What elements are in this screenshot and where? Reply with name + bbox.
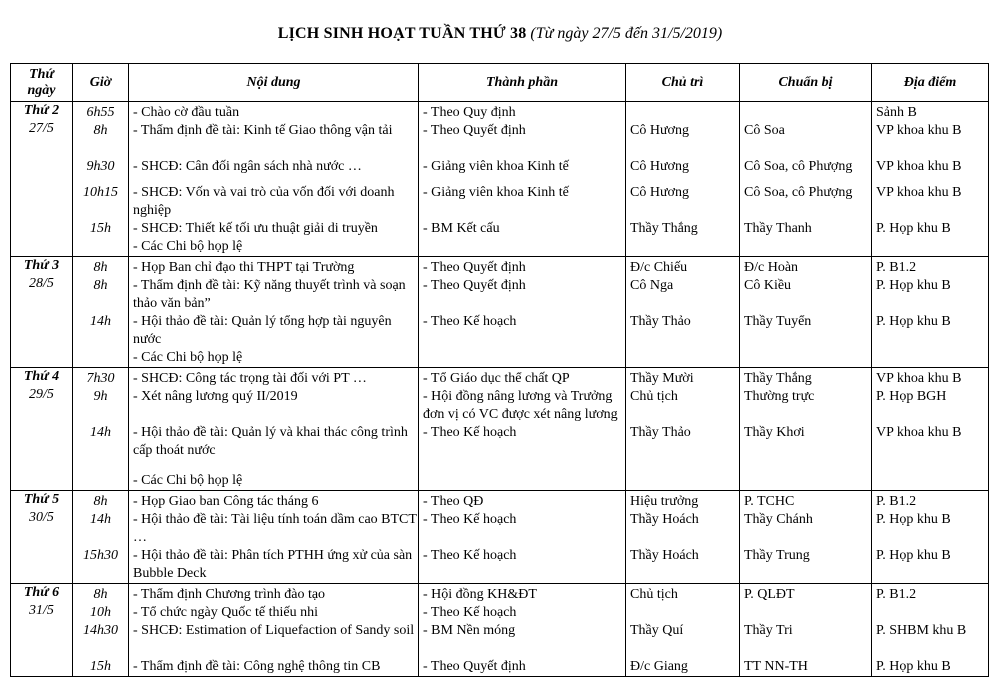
participants-entry: - Theo Kế hoạch <box>423 548 517 563</box>
header-day: Thứ ngày <box>11 64 73 102</box>
content-column-cell <box>129 368 419 491</box>
content-column-cell <box>129 257 419 368</box>
location-entry: VP khoa khu B <box>876 371 962 386</box>
content-entry: - Họp Giao ban Công tác tháng 6 <box>133 494 319 509</box>
chair-entry: Cô Hương <box>630 159 689 174</box>
prep-entry: P. QLĐT <box>744 587 795 602</box>
location-entry: VP khoa khu B <box>876 123 962 138</box>
chair-entry: Cô Hương <box>630 123 689 138</box>
participants-entry: - Hội đồng KH&ĐT <box>423 587 537 602</box>
chair-column-cell <box>626 368 740 491</box>
content-entry: - Hội thảo đề tài: Quản lý tổng hợp tài nguyên nước <box>133 314 392 347</box>
content-entry: - Xét nâng lương quý II/2019 <box>133 389 298 404</box>
day-cell <box>11 368 73 491</box>
prep-entry: Thầy Tri <box>744 623 793 638</box>
time-entry: 6h55 <box>86 105 115 120</box>
participants-entry: - Theo Quyết định <box>423 659 526 674</box>
location-entry: VP khoa khu B <box>876 185 962 200</box>
prep-entry: Thầy Thắng <box>744 371 812 386</box>
day-date: 28/5 <box>29 276 54 291</box>
participants-entry: - Theo Quyết định <box>423 123 526 138</box>
prep-entry <box>740 604 871 622</box>
header-content: Nội dung <box>129 64 419 102</box>
participants-entry: - BM Kết cấu <box>423 221 500 236</box>
location-entry: VP khoa khu B <box>876 159 962 174</box>
time-entry: 14h <box>90 314 111 329</box>
participants-entry: - BM Nền móng <box>423 623 516 638</box>
content-entry: - Chào cờ đầu tuần <box>133 105 240 120</box>
table-row <box>11 491 989 584</box>
day-cell <box>11 102 73 257</box>
time-entry: 8h <box>93 260 108 275</box>
content-column-cell <box>129 584 419 677</box>
location-entry: P. SHBM khu B <box>876 623 967 638</box>
location-entry: P. B1.2 <box>876 260 917 275</box>
prep-entry <box>740 349 871 367</box>
time-entry: 7h30 <box>86 371 115 386</box>
content-column-cell <box>129 491 419 584</box>
participants-entry <box>419 238 625 256</box>
schedule-title: LỊCH SINH HOẠT TUẦN THỨ 38 <box>277 25 527 42</box>
content-entry: - Thẩm định đề tài: Kinh tế Giao thông vận tải <box>133 123 393 138</box>
participants-entry: - Giảng viên khoa Kinh tế <box>423 159 569 174</box>
day-name: Thứ 3 <box>23 258 60 273</box>
participants-entry: - Theo Kế hoạch <box>423 512 517 527</box>
prep-column-cell <box>740 584 872 677</box>
participants-column-cell <box>419 102 626 257</box>
chair-entry <box>626 472 739 490</box>
day-date: 31/5 <box>29 603 54 618</box>
time-entry: 9h <box>93 389 108 404</box>
location-column-cell <box>872 584 989 677</box>
prep-column-cell <box>740 257 872 368</box>
participants-column-cell <box>419 368 626 491</box>
table-row <box>11 257 989 368</box>
header-location: Địa điểm <box>872 64 989 102</box>
prep-entry: Cô Soa, cô Phượng <box>744 159 853 174</box>
time-entry: 8h <box>93 123 108 138</box>
content-column-cell <box>129 102 419 257</box>
schedule-table <box>10 63 989 677</box>
participants-column-cell <box>419 257 626 368</box>
location-entry <box>872 472 988 490</box>
location-column-cell <box>872 102 989 257</box>
content-entry: - Thẩm định Chương trình đào tạo <box>133 587 326 602</box>
participants-entry: - Theo Quyết định <box>423 260 526 275</box>
time-entry: 9h30 <box>86 159 115 174</box>
participants-entry: - Theo Quy định <box>423 105 516 120</box>
location-entry <box>872 238 988 256</box>
time-entry: 15h <box>90 221 111 236</box>
chair-entry <box>626 238 739 256</box>
day-name: Thứ 6 <box>23 585 60 600</box>
chair-entry: Đ/c Chiếu <box>630 260 688 275</box>
location-entry: P. Họp khu B <box>876 221 951 236</box>
day-cell <box>11 257 73 368</box>
chair-entry: Thầy Thảo <box>630 314 691 329</box>
prep-entry: Thầy Trung <box>744 548 810 563</box>
header-participants: Thành phần <box>419 64 626 102</box>
time-entry: 10h15 <box>83 185 118 200</box>
content-entry: - Thẩm định đề tài: Công nghệ thông tin CB <box>133 659 381 674</box>
content-entry: - SHCĐ: Công tác trọng tài đối với PT … <box>133 371 367 386</box>
location-entry: P. Họp khu B <box>876 548 951 563</box>
chair-entry <box>626 604 739 622</box>
participants-entry <box>419 472 625 490</box>
chair-entry: Đ/c Giang <box>630 659 688 674</box>
location-entry: P. Họp BGH <box>876 389 947 404</box>
participants-entry: - Tổ Giáo dục thể chất QP <box>423 371 570 386</box>
participants-entry <box>419 349 625 367</box>
prep-entry: P. TCHC <box>744 494 795 509</box>
day-date: 29/5 <box>29 387 54 402</box>
time-entry: 15h <box>90 659 111 674</box>
time-column-cell <box>73 257 129 368</box>
prep-entry <box>740 238 871 256</box>
participants-entry: - Theo Kế hoạch <box>423 314 517 329</box>
time-column-cell <box>73 102 129 257</box>
location-entry: VP khoa khu B <box>876 425 962 440</box>
participants-entry: - Theo Quyết định <box>423 278 526 293</box>
prep-entry: TT NN-TH <box>744 659 808 674</box>
content-entry: - SHCĐ: Thiết kế tối ưu thuật giải di truyền <box>133 221 378 236</box>
chair-entry: Chủ tịch <box>630 389 678 404</box>
location-entry: P. Họp khu B <box>876 512 951 527</box>
prep-entry <box>740 472 871 490</box>
chair-column-cell <box>626 257 740 368</box>
location-entry: P. B1.2 <box>876 494 917 509</box>
chair-entry: Cô Hương <box>630 185 689 200</box>
content-entry: - Các Chi bộ họp lệ <box>133 239 243 254</box>
day-cell <box>11 491 73 584</box>
prep-column-cell <box>740 491 872 584</box>
chair-entry: Hiệu trưởng <box>630 494 699 509</box>
location-entry: Sảnh B <box>876 105 917 120</box>
time-column-cell <box>73 584 129 677</box>
location-entry: P. Họp khu B <box>876 278 951 293</box>
chair-entry: Thầy Hoách <box>630 512 699 527</box>
time-column-cell <box>73 368 129 491</box>
participants-entry: - Giảng viên khoa Kinh tế <box>423 185 569 200</box>
prep-entry: Cô Soa <box>744 123 785 138</box>
participants-column-cell <box>419 584 626 677</box>
chair-column-cell <box>626 584 740 677</box>
day-name: Thứ 2 <box>23 103 60 118</box>
day-date: 30/5 <box>29 510 54 525</box>
location-entry: P. Họp khu B <box>876 314 951 329</box>
prep-entry: Thầy Tuyển <box>744 314 812 329</box>
participants-entry: - Theo QĐ <box>423 494 484 509</box>
time-entry: 14h30 <box>83 623 118 638</box>
chair-entry: Cô Nga <box>630 278 674 293</box>
chair-entry: Chủ tịch <box>630 587 678 602</box>
time-entry: 15h30 <box>83 548 118 563</box>
content-entry: - SHCĐ: Estimation of Liquefaction of Sandy soil <box>133 623 415 638</box>
participants-entry: - Hội đồng nâng lương và Trưởng đơn vị có VC được xét nâng lương <box>423 389 618 422</box>
chair-entry: Thầy Quí <box>630 623 684 638</box>
table-row <box>11 102 989 257</box>
day-name: Thứ 4 <box>23 369 60 384</box>
prep-entry: Đ/c Hoàn <box>744 260 799 275</box>
content-entry: - Họp Ban chỉ đạo thi THPT tại Trường <box>133 260 355 275</box>
chair-entry <box>626 349 739 367</box>
chair-entry: Thầy Hoách <box>630 548 699 563</box>
header-time: Giờ <box>73 64 129 102</box>
schedule-date-range: (Từ ngày 27/5 đến 31/5/2019) <box>530 25 723 42</box>
content-entry: - Các Chi bộ họp lệ <box>133 473 243 488</box>
location-entry: P. B1.2 <box>876 587 917 602</box>
table-header-row <box>11 64 989 102</box>
participants-entry: - Theo Kế hoạch <box>423 425 517 440</box>
day-cell <box>11 584 73 677</box>
time-entry <box>73 349 128 367</box>
location-entry <box>872 604 988 622</box>
participants-entry: - Theo Kế hoạch <box>423 605 517 620</box>
prep-entry: Cô Soa, cô Phượng <box>744 185 853 200</box>
prep-entry: Thầy Chánh <box>744 512 813 527</box>
prep-column-cell <box>740 368 872 491</box>
prep-entry: Thường trực <box>744 389 815 404</box>
time-entry: 10h <box>90 605 111 620</box>
time-entry: 14h <box>90 512 111 527</box>
content-entry: - SHCĐ: Vốn và vai trò của vốn đối với doanh nghiệp <box>133 185 395 218</box>
day-date: 27/5 <box>29 121 54 136</box>
chair-entry: Thầy Mười <box>630 371 694 386</box>
time-entry <box>73 238 128 256</box>
location-column-cell <box>872 491 989 584</box>
header-chair: Chủ trì <box>626 64 740 102</box>
chair-column-cell <box>626 491 740 584</box>
prep-column-cell <box>740 102 872 257</box>
content-entry: - Hội thảo đề tài: Tài liệu tính toán dầm cao BTCT … <box>133 512 417 545</box>
prep-entry: Thầy Khơi <box>744 425 805 440</box>
time-entry: 8h <box>93 278 108 293</box>
day-name: Thứ 5 <box>23 492 60 507</box>
chair-column-cell <box>626 102 740 257</box>
prep-entry <box>740 104 871 122</box>
chair-entry: Thầy Thảo <box>630 425 691 440</box>
location-entry <box>872 349 988 367</box>
content-entry: - Các Chi bộ họp lệ <box>133 350 243 365</box>
table-row <box>11 584 989 677</box>
content-entry: - Hội thảo đề tài: Phân tích PTHH ứng xử của sàn Bubble Deck <box>133 548 413 581</box>
prep-entry: Thầy Thanh <box>744 221 812 236</box>
header-prep: Chuẩn bị <box>740 64 872 102</box>
content-entry: - Thẩm định đề tài: Kỹ năng thuyết trình và soạn thảo văn bản” <box>133 278 406 311</box>
chair-entry <box>626 104 739 122</box>
time-column-cell <box>73 491 129 584</box>
content-entry: - SHCĐ: Cân đối ngân sách nhà nước … <box>133 159 362 174</box>
time-entry: 8h <box>93 494 108 509</box>
content-entry: - Tổ chức ngày Quốc tế thiếu nhi <box>133 605 319 620</box>
content-entry: - Hội thảo đề tài: Quản lý và khai thác công trình cấp thoát nước <box>133 425 408 458</box>
location-column-cell <box>872 368 989 491</box>
time-entry: 14h <box>90 425 111 440</box>
table-row <box>11 368 989 491</box>
page-title <box>0 24 1000 44</box>
chair-entry: Thầy Thắng <box>630 221 698 236</box>
participants-column-cell <box>419 491 626 584</box>
location-column-cell <box>872 257 989 368</box>
time-entry: 8h <box>93 587 108 602</box>
prep-entry: Cô Kiều <box>744 278 792 293</box>
time-entry <box>73 472 128 490</box>
location-entry: P. Họp khu B <box>876 659 951 674</box>
